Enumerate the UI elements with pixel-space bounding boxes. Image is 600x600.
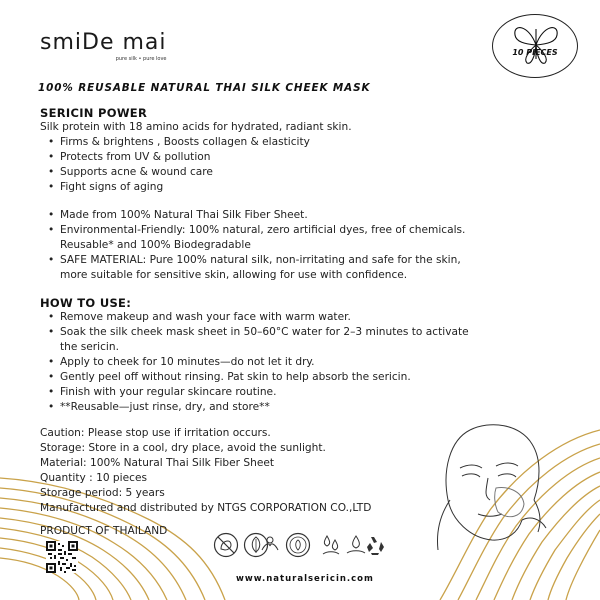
list-item: • Supports acne & wound care: [48, 166, 213, 178]
caution-text: Caution: Please stop use if irritation occurs.: [40, 427, 271, 439]
logo-wordmark: smiDe mai: [40, 30, 167, 55]
feature-item: • Environmental-Friendly: 100% natural, zero artificial dyes, free of chemicals. Reusable* and 100% Biodegradable: [48, 224, 466, 251]
step-item: • Finish with your regular skincare routine.: [48, 386, 277, 398]
material-text: Material: 100% Natural Thai Silk Fiber Sheet: [40, 457, 275, 469]
list-item: • Fight signs of aging: [48, 181, 164, 193]
product-origin: PRODUCT OF THAILAND: [40, 525, 168, 537]
website-link[interactable]: www.naturalsericin.com: [236, 574, 374, 584]
qr-code-icon[interactable]: [46, 541, 78, 573]
manufacturer-text: Manufactured and distributed by NTGS CORPORATION CO.,LTD: [40, 502, 372, 514]
recycle-icon: [362, 532, 388, 558]
logo-tagline: pure silk • pure love: [115, 56, 167, 62]
sericin-heading: SERICIN POWER: [40, 106, 148, 120]
list-item: • Protects from UV & pollution: [48, 151, 211, 163]
sericin-intro: Silk protein with 18 amino acids for hydrated, radiant skin.: [40, 121, 352, 133]
step-item: • **Reusable—just rinse, dry, and store**: [48, 401, 270, 413]
feature-item: • SAFE MATERIAL: Pure 100% natural silk, non-irritating and safe for the skin, more suitable for sensitive skin, allowing for use with confidence.: [48, 254, 461, 281]
brand-logo: [40, 30, 167, 62]
feature-item: • Made from 100% Natural Thai Silk Fiber Sheet.: [48, 209, 308, 221]
face-illustration: [430, 420, 560, 550]
storage-text: Storage: Store in a cool, dry place, avoid the sunlight.: [40, 442, 326, 454]
step-item: • Apply to cheek for 10 minutes—do not let it dry.: [48, 356, 315, 368]
pieces-badge: [492, 14, 578, 78]
quantity-text: Quantity : 10 pieces: [40, 472, 147, 484]
step-item: • Gently peel off without rinsing. Pat skin to help absorb the sericin.: [48, 371, 411, 383]
how-to-heading: HOW TO USE:: [40, 296, 132, 310]
step-item: • Remove makeup and wash your face with warm water.: [48, 311, 351, 323]
no-animal-testing-icon: [213, 532, 239, 558]
organic-seal-icon: [285, 532, 311, 558]
storage-period-text: Storage period: 5 years: [40, 487, 165, 499]
hands-care-icon: [257, 532, 283, 558]
step-item: • Soak the silk cheek mask sheet in 50–60°C water for 2–3 minutes to activate the sericin.: [48, 326, 469, 353]
water-drop-icon: [318, 532, 344, 558]
butterfly-icon: [493, 15, 578, 78]
product-title: 100% REUSABLE NATURAL THAI SILK CHEEK MASK: [38, 82, 371, 94]
list-item: • Firms & brightens , Boosts collagen & elasticity: [48, 136, 310, 148]
pieces-label: 10 PIECES: [512, 48, 558, 57]
